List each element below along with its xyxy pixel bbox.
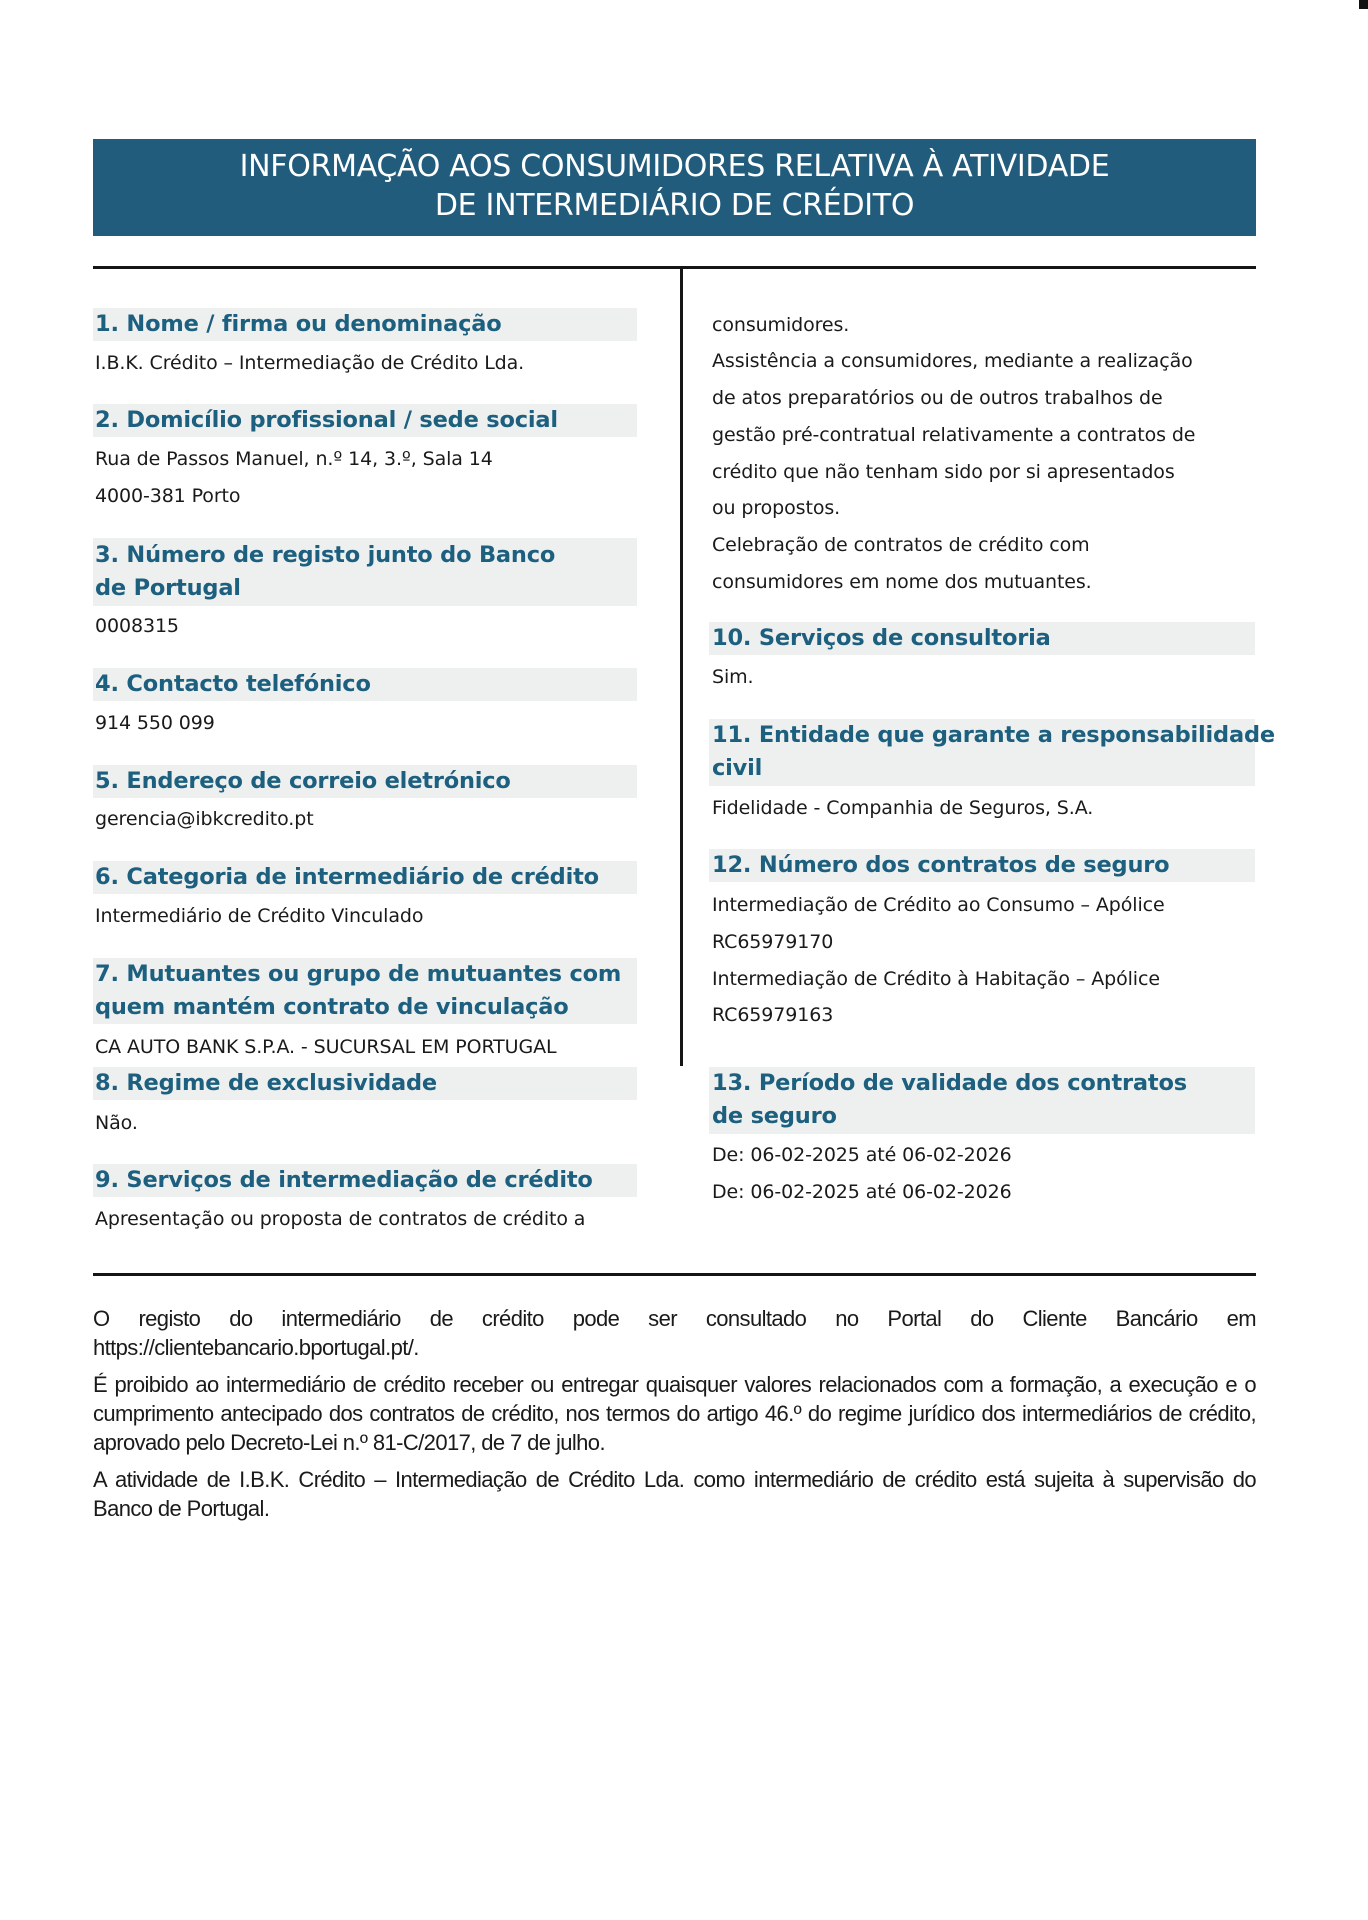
section-5-email: gerencia@ibkcredito.pt	[95, 808, 314, 830]
section-11-heading-line-1: 11. Entidade que garante a responsabilidade	[712, 722, 1275, 748]
section-10-value: Sim.	[712, 666, 754, 688]
section-2-postal-line: 4000-381 Porto	[95, 485, 241, 507]
section-6-value: Intermediário de Crédito Vinculado	[95, 905, 424, 927]
section-8-heading: 8. Regime de exclusividade	[95, 1070, 437, 1096]
footer-supervision-note: A atividade de I.B.K. Crédito – Intermediação de Crédito Lda. como intermediário de crédito está sujeita à supervisão do Banco de Portugal.	[93, 1467, 1256, 1521]
section-7-heading-line-1: 7. Mutuantes ou grupo de mutuantes com	[95, 961, 622, 987]
section-12-policy-number: RC65979170	[712, 931, 834, 953]
section-9-line: Celebração de contratos de crédito com	[712, 534, 1090, 556]
section-9-line: Apresentação ou proposta de contratos de crédito a	[95, 1208, 586, 1230]
section-4-heading: 4. Contacto telefónico	[95, 671, 371, 697]
section-9-line: de atos preparatórios ou de outros trabalhos de	[712, 387, 1163, 409]
section-3-heading-line-2: de Portugal	[95, 575, 241, 601]
section-8-value: Não.	[95, 1112, 138, 1134]
section-7-value: CA AUTO BANK S.P.A. - SUCURSAL EM PORTUGAL	[95, 1036, 557, 1058]
section-3-heading-line-1: 3. Número de registo junto do Banco	[95, 542, 556, 568]
section-9-line: crédito que não tenham sido por si apresentados	[712, 461, 1175, 483]
section-12-line: Intermediação de Crédito ao Consumo – Apólice	[712, 894, 1165, 916]
section-1-heading: 1. Nome / firma ou denominação	[95, 311, 502, 337]
section-1-value: I.B.K. Crédito – Intermediação de Crédito Lda.	[95, 352, 525, 374]
section-5-heading: 5. Endereço de correio eletrónico	[95, 768, 511, 794]
section-7-heading-line-2: quem mantém contrato de vinculação	[95, 994, 569, 1020]
section-11-value: Fidelidade - Companhia de Seguros, S.A.	[712, 797, 1094, 819]
document-title-banner	[93, 139, 1256, 236]
section-9-heading: 9. Serviços de intermediação de crédito	[95, 1167, 593, 1193]
section-9-line: consumidores.	[712, 314, 850, 336]
section-6-heading: 6. Categoria de intermediário de crédito	[95, 864, 599, 890]
bottom-divider-rule	[93, 1273, 1256, 1276]
section-13-heading-line-1: 13. Período de validade dos contratos	[712, 1070, 1187, 1096]
section-2-address-line: Rua de Passos Manuel, n.º 14, 3.º, Sala 14	[95, 448, 493, 470]
section-11-heading-line-2: civil	[712, 755, 763, 781]
section-12-heading: 12. Número dos contratos de seguro	[712, 852, 1170, 878]
section-13-heading-line-2: de seguro	[712, 1103, 837, 1129]
footer-notes	[93, 1304, 1256, 1531]
section-13-period: De: 06-02-2025 até 06-02-2026	[712, 1144, 1012, 1166]
title-line-1: INFORMAÇÃO AOS CONSUMIDORES RELATIVA À ATIVIDADE	[239, 149, 1110, 184]
top-divider-rule	[93, 266, 1256, 269]
column-divider	[680, 268, 683, 1066]
section-9-line: Assistência a consumidores, mediante a realização	[712, 350, 1193, 372]
section-9-line: gestão pré-contratual relativamente a contratos de	[712, 424, 1196, 446]
footer-prohibition-note: É proibido ao intermediário de crédito receber ou entregar quaisquer valores relacionados com a formação, a execução e o cumprimento antecipado dos contratos de crédito, nos termos do artigo 46.º do regime jurídico dos intermediários de crédito, aprovado pelo Decreto-Lei n.º 81-C/2017, de 7 de julho.	[93, 1372, 1256, 1455]
footer-registry-note: O registo do intermediário de crédito pode ser consultado no Portal do Cliente Bancário em https://clientebancario.bportugal.pt/.	[93, 1306, 1256, 1360]
section-4-phone: 914 550 099	[95, 712, 215, 734]
section-10-heading: 10. Serviços de consultoria	[712, 625, 1051, 651]
section-3-value: 0008315	[95, 615, 179, 637]
section-12-line: Intermediação de Crédito à Habitação – Apólice	[712, 968, 1160, 990]
title-line-2: DE INTERMEDIÁRIO DE CRÉDITO	[434, 188, 915, 223]
section-9-line: consumidores em nome dos mutuantes.	[712, 571, 1092, 593]
section-12-policy-number: RC65979163	[712, 1004, 834, 1026]
section-13-period: De: 06-02-2025 até 06-02-2026	[712, 1181, 1012, 1203]
section-9-line: ou propostos.	[712, 497, 841, 519]
section-2-heading: 2. Domicílio profissional / sede social	[95, 407, 558, 433]
scan-corner-mark	[1359, 0, 1368, 9]
